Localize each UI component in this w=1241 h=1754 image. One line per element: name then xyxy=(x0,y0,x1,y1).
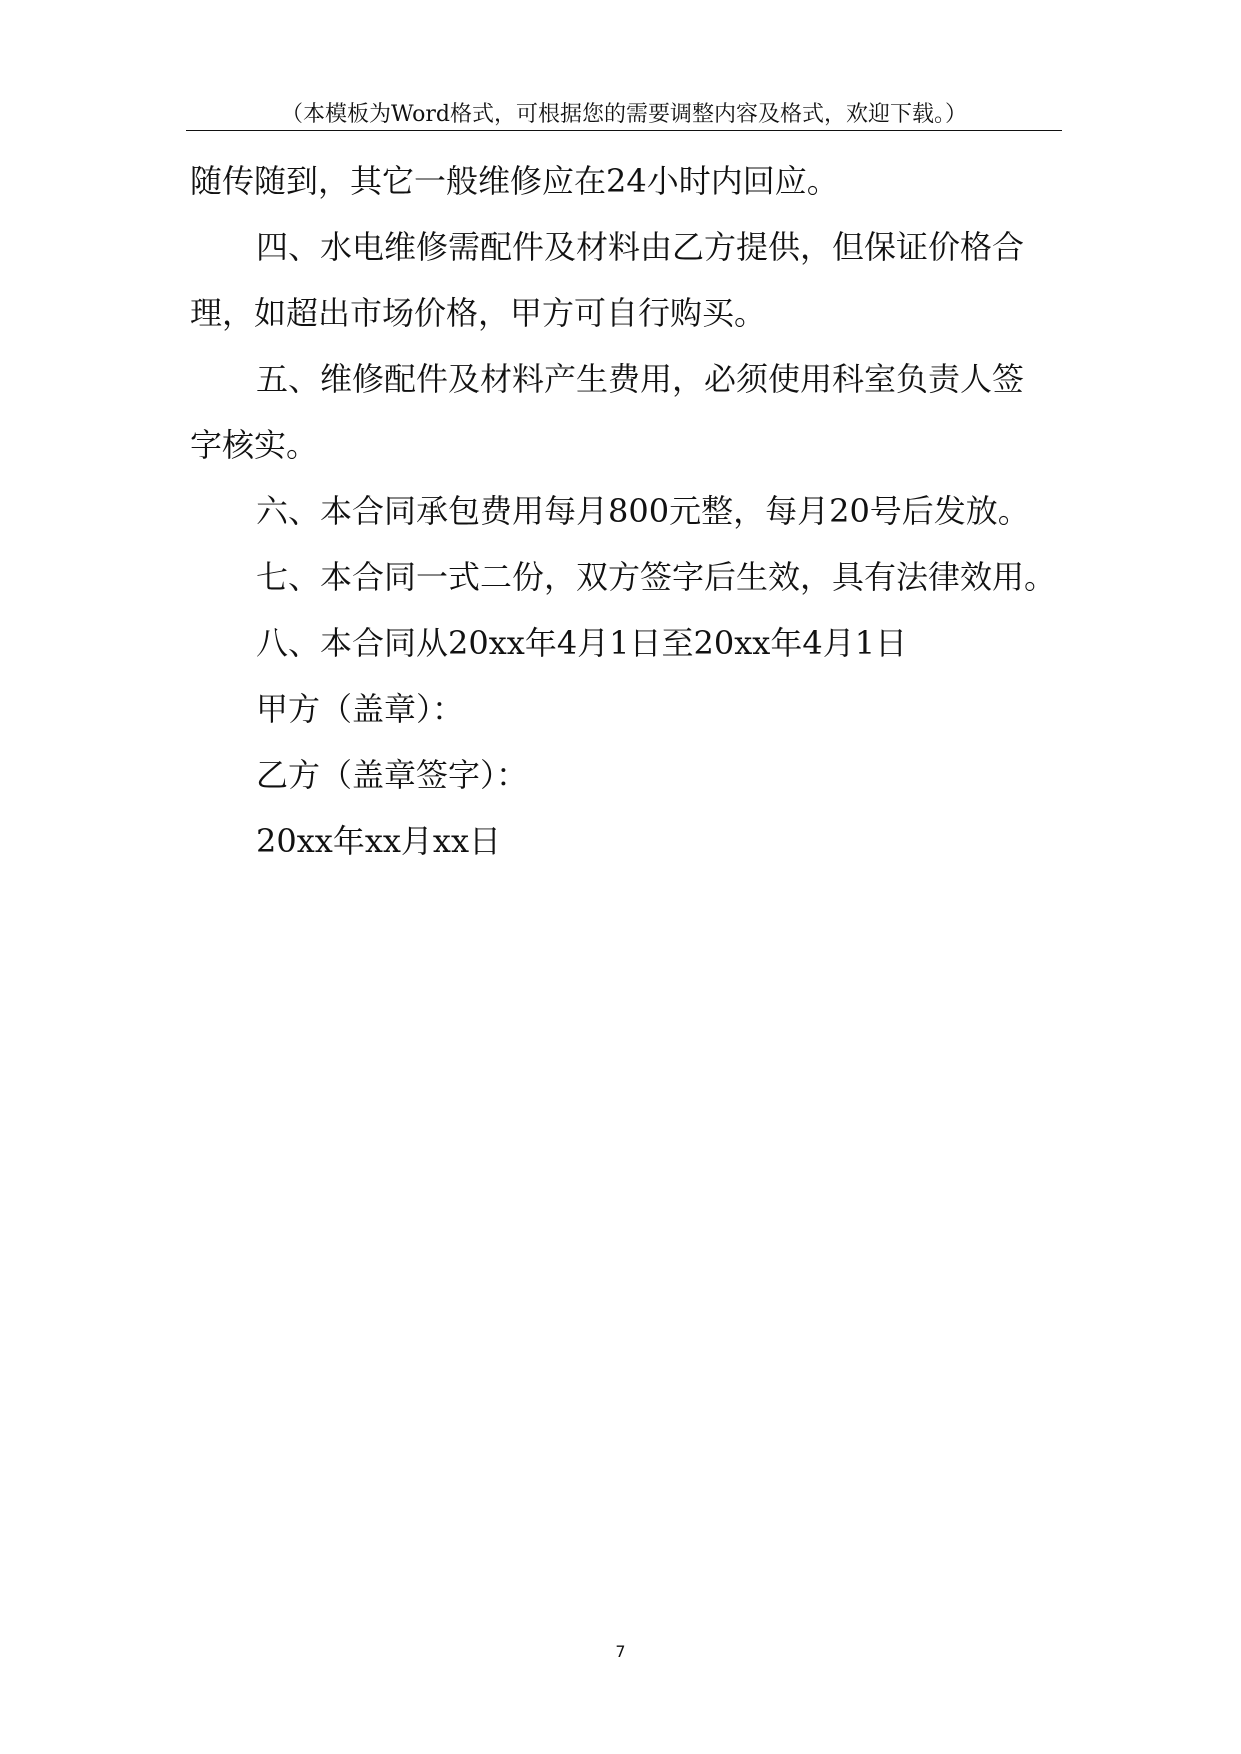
paragraph-clause-7: 七、本合同一式二份，双方签字后生效，具有法律效用。 xyxy=(256,558,1057,596)
document-body xyxy=(190,148,1060,874)
signing-date: 20xx年xx月xx日 xyxy=(256,822,502,860)
paragraph-clause-5-cont: 字核实。 xyxy=(190,426,319,464)
header-note: （本模板为Word格式，可根据您的需要调整内容及格式，欢迎下载。） xyxy=(281,102,967,127)
paragraph-clause-6: 六、本合同承包费用每月800元整，每月20号后发放。 xyxy=(256,492,1030,530)
party-a-seal: 甲方（盖章）： xyxy=(256,690,465,728)
paragraph-clause-4-cont: 理，如超出市场价格，甲方可自行购买。 xyxy=(190,294,767,332)
party-b-seal: 乙方（盖章签字）： xyxy=(256,756,529,794)
paragraph-clause-5: 五、维修配件及材料产生费用，必须使用科室负责人签 xyxy=(256,360,1025,398)
paragraph-continuation: 随传随到，其它一般维修应在24小时内回应。 xyxy=(190,162,839,200)
paragraph-clause-8: 八、本合同从20xx年4月1日至20xx年4月1日 xyxy=(256,624,908,662)
paragraph-clause-4: 四、水电维修需配件及材料由乙方提供，但保证价格合 xyxy=(256,228,1025,266)
header-divider xyxy=(186,130,1062,131)
page-number: 7 xyxy=(615,1642,626,1661)
